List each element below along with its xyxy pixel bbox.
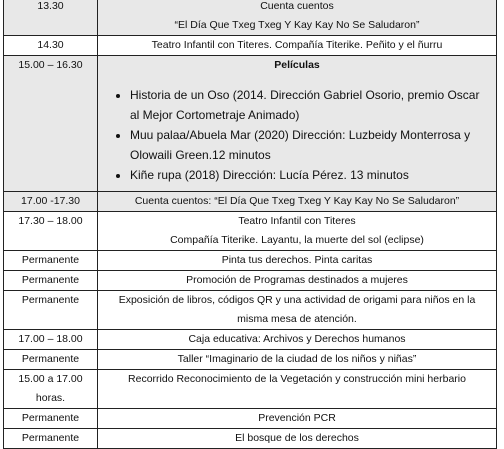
table-row [4, 192, 497, 212]
activity-line: Cuenta cuentos [260, 0, 334, 12]
table-row [4, 330, 497, 350]
activity-cell [98, 212, 497, 251]
activity-line: misma mesa de atención. [237, 313, 357, 325]
table-row [4, 350, 497, 370]
activity-line: Compañía Titerike. Layantu, la muerte del sol (eclipse) [170, 234, 424, 246]
schedule-table [3, 0, 497, 449]
table-row [4, 0, 497, 36]
activity-line: Exposición de libros, códigos QR y una actividad de origami para niños en la [118, 294, 476, 306]
activity-cell [98, 0, 497, 36]
movies-title: Películas [274, 59, 320, 71]
activity-cell: Caja educativa: Archivos y Derechos humanos [98, 330, 497, 350]
activity-cell [98, 291, 497, 330]
movies-list [102, 85, 492, 185]
movies-cell [98, 56, 497, 192]
activity-cell: Pinta tus derechos. Pinta caritas [98, 251, 497, 271]
activity-line: Teatro Infantil con Titeres [238, 215, 356, 227]
time-cell: Permanente [4, 291, 98, 330]
activity-cell: Promoción de Programas destinados a mujeres [98, 271, 497, 291]
time-cell: Permanente [4, 429, 98, 449]
table-row [4, 271, 497, 291]
table-row [4, 409, 497, 429]
list-item: • Muu palaa/Abuela Mar (2020) Dirección: Luzbeidy Monterrosa y Olowaili Green.12 minutos [130, 125, 492, 165]
activity-cell: Teatro Infantil con Titeres. Compañía Titerike. Peñito y el ñurru [98, 36, 497, 56]
table-row [4, 251, 497, 271]
time-cell: 15.00 – 16.30 [4, 56, 98, 192]
time-cell: Permanente [4, 251, 98, 271]
activity-cell: Taller “Imaginario de la ciudad de los niños y niñas” [98, 350, 497, 370]
table-row [4, 36, 497, 56]
table-row [4, 291, 497, 330]
activity-line: “El Día Que Txeg Txeg Y Kay Kay No Se Saludaron” [174, 19, 420, 31]
activity-cell: Prevención PCR [98, 409, 497, 429]
time-cell: 14.30 [4, 36, 98, 56]
time-cell: 17.00 – 18.00 [4, 330, 98, 350]
activity-cell: El bosque de los derechos [98, 429, 497, 449]
table-row [4, 429, 497, 449]
time-cell: 13.30 [4, 0, 98, 36]
list-item: • Historia de un Oso (2014. Dirección Gabriel Osorio, premio Oscar al Mejor Cortometraje Animado) [130, 85, 492, 125]
table-row [4, 370, 497, 409]
activity-cell: Recorrido Reconocimiento de la Vegetación y construcción mini herbario [98, 370, 497, 409]
time-cell: Permanente [4, 409, 98, 429]
table-row [4, 212, 497, 251]
table-row [4, 56, 497, 192]
time-cell: 15.00 a 17.00 horas. [4, 370, 98, 409]
time-cell: Permanente [4, 271, 98, 291]
time-cell: Permanente [4, 350, 98, 370]
time-cell: 17.30 – 18.00 [4, 212, 98, 251]
list-item: • Kiñe rupa (2018) Dirección: Lucía Pérez. 13 minutos [130, 165, 492, 185]
activity-cell: Cuenta cuentos: “El Día Que Txeg Txeg Y Kay Kay No Se Saludaron” [98, 192, 497, 212]
time-cell: 17.00 -17.30 [4, 192, 98, 212]
